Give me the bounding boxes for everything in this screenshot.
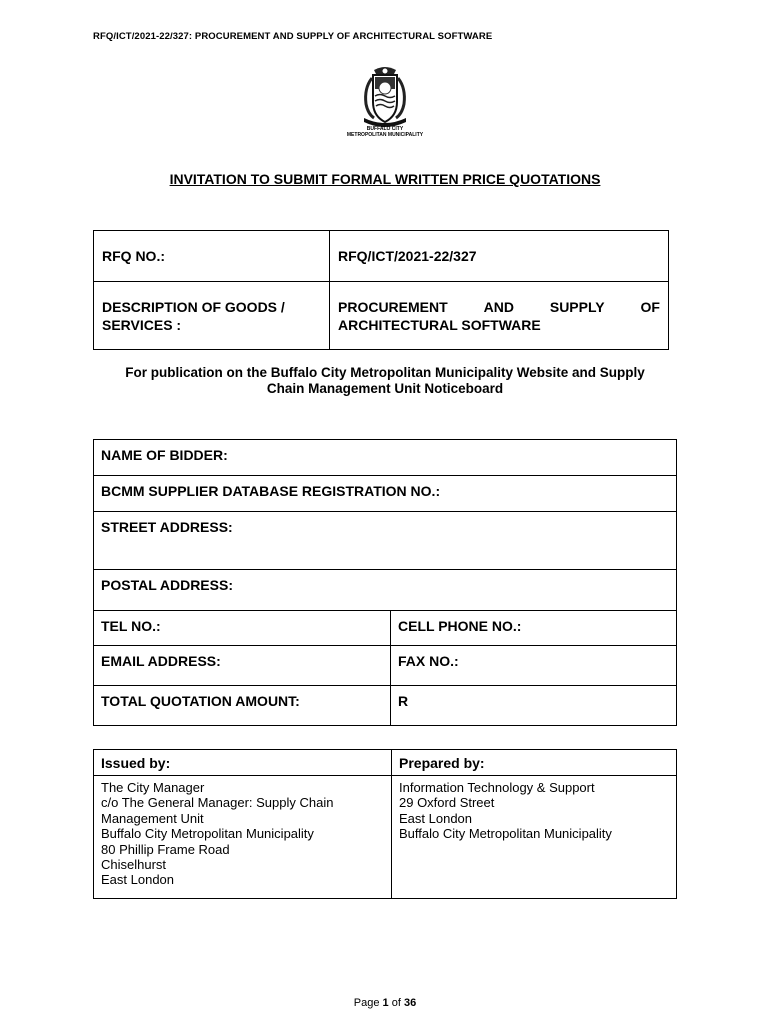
- rfq-description-label-line2: SERVICES :: [102, 317, 182, 333]
- address-line: East London: [399, 810, 473, 826]
- fax-number-field[interactable]: FAX NO.:: [391, 646, 677, 686]
- bidder-name-field[interactable]: NAME OF BIDDER:: [94, 440, 677, 476]
- rfq-number-label: RFQ NO.:: [94, 231, 330, 282]
- rfq-table: [93, 230, 669, 350]
- street-address-field[interactable]: STREET ADDRESS:: [94, 512, 677, 570]
- crest-caption-line1: BUFFALO CITY: [366, 126, 404, 132]
- address-line: East London: [101, 872, 175, 888]
- prepared-by-address: [392, 776, 677, 899]
- of-word: of: [391, 997, 401, 1009]
- rfq-description-word: AND: [483, 299, 514, 315]
- address-line: 29 Oxford Street: [399, 795, 495, 811]
- crest-caption: [330, 126, 440, 138]
- address-line: Buffalo City Metropolitan Municipality: [101, 826, 314, 842]
- email-address-field[interactable]: EMAIL ADDRESS:: [94, 646, 391, 686]
- address-line: Buffalo City Metropolitan Municipality: [399, 826, 612, 842]
- bidder-details-form: [93, 439, 677, 726]
- address-line: Information Technology & Support: [399, 780, 595, 795]
- issued-by-address: [94, 776, 392, 899]
- crest-caption-line2: METROPOLITAN MUNICIPALITY: [346, 132, 424, 138]
- address-line: Management Unit: [101, 810, 204, 826]
- running-header: RFQ/ICT/2021-22/327: PROCUREMENT AND SUPPLY OF ARCHITECTURAL SOFTWARE: [93, 31, 493, 42]
- rfq-description-line2: ARCHITECTURAL SOFTWARE: [338, 317, 541, 333]
- address-line: 80 Phillip Frame Road: [101, 841, 230, 857]
- rfq-description-line1: [338, 298, 660, 316]
- rfq-number-row: [94, 231, 669, 282]
- page-word: Page: [353, 997, 380, 1009]
- total-quotation-field[interactable]: R: [391, 686, 677, 726]
- rfq-description-word: OF: [640, 299, 660, 315]
- cell-phone-field[interactable]: CELL PHONE NO.:: [391, 611, 677, 646]
- address-line: The City Manager: [101, 780, 205, 795]
- publication-notice: [93, 365, 677, 397]
- prepared-by-heading: Prepared by:: [392, 750, 677, 776]
- issued-prepared-table: [93, 749, 677, 899]
- total-pages: 36: [403, 997, 417, 1009]
- rfq-description-row: [94, 282, 669, 350]
- page-number-footer: [0, 997, 770, 1009]
- publication-line2: Chain Management Unit Noticeboard: [266, 381, 504, 396]
- supplier-registration-field[interactable]: BCMM SUPPLIER DATABASE REGISTRATION NO.:: [94, 476, 677, 512]
- tel-number-field[interactable]: TEL NO.:: [94, 611, 391, 646]
- address-line: Chiselhurst: [101, 857, 167, 873]
- rfq-description-word: PROCUREMENT: [338, 299, 448, 315]
- postal-address-field[interactable]: POSTAL ADDRESS:: [94, 570, 677, 611]
- rfq-number-value: RFQ/ICT/2021-22/327: [330, 231, 669, 282]
- rfq-description-value: [330, 282, 669, 350]
- current-page: 1: [382, 997, 389, 1009]
- address-line: c/o The General Manager: Supply Chain: [101, 795, 334, 811]
- total-quotation-label: TOTAL QUOTATION AMOUNT:: [94, 686, 391, 726]
- issued-by-heading: Issued by:: [94, 750, 392, 776]
- rfq-description-label-line1: DESCRIPTION OF GOODS /: [102, 299, 285, 315]
- rfq-description-label: [94, 282, 330, 350]
- publication-line1: For publication on the Buffalo City Metropolitan Municipality Website and Supply: [125, 365, 645, 380]
- rfq-description-word: SUPPLY: [549, 299, 605, 315]
- page-title: INVITATION TO SUBMIT FORMAL WRITTEN PRICE QUOTATIONS: [169, 171, 601, 187]
